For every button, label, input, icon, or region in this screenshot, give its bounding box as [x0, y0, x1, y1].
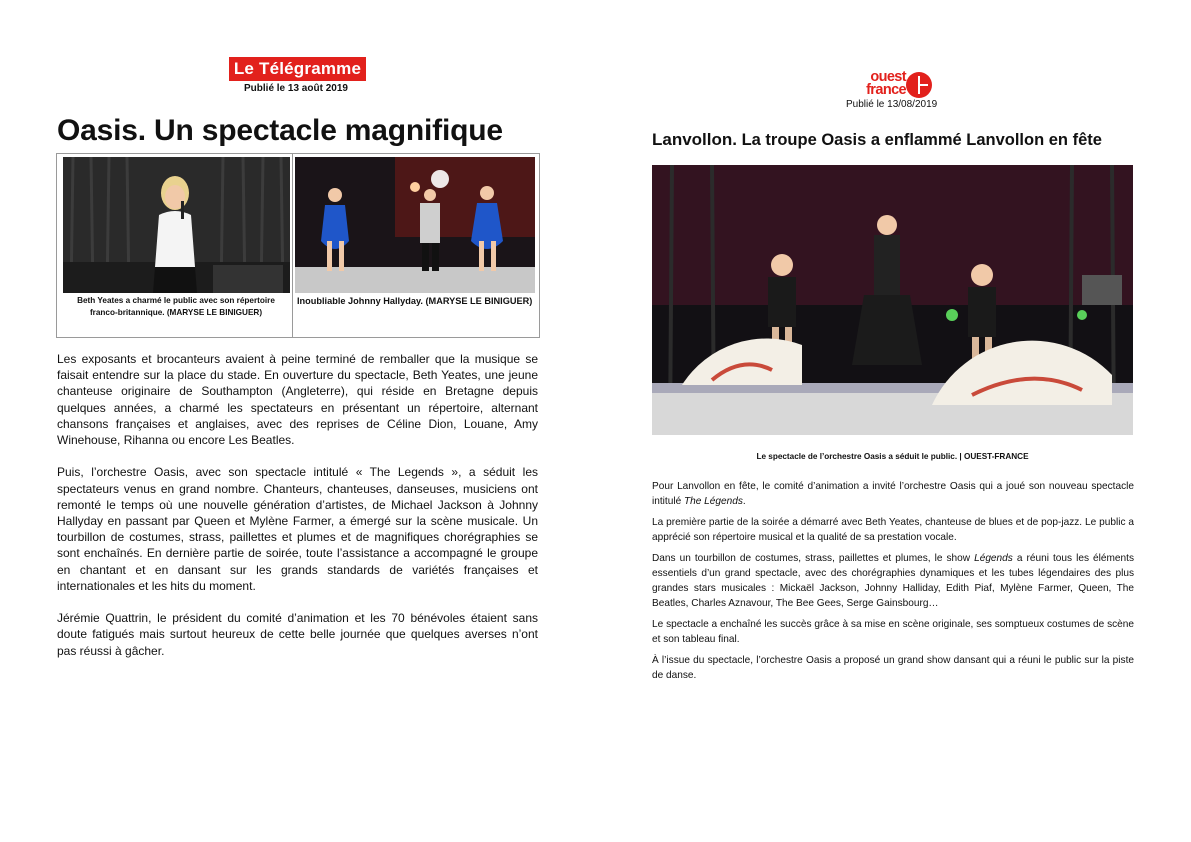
paragraph: Puis, l’orchestre Oasis, avec son spectacle intitulé « The Legends », a séduit les spectateurs venus en grand nombre. Chanteurs, chanteuses, danseuses, musiciens ont remonté le temps où une nouvelle génération d’artistes, de Michael Jackson à Johnny Hallyday en passant par Queen et Mylène Farmer, a émergé sur la scène musicale. Un tourbillon de costumes, strass, paillettes et plumes et de magnifiques chorégraphies se sont enchaînés. En dernière partie de soirée, toute l’assistance a accompagné le groupe en chantant et en dansant sur les grands standards de variétés françaises et internationales et les hits du moment.	[57, 465, 538, 593]
paragraph: Jérémie Quattrin, le président du comité d’animation et les 70 bénévoles étaient sans doute fatigués mais surtout heureux de cette belle journée que quelques averses n’ont pas réussi à gâcher.	[57, 611, 538, 658]
article-body	[652, 479, 1134, 689]
article-title	[652, 130, 1102, 150]
paragraph: Dans un tourbillon de costumes, strass, paillettes et plumes, le show Légends a réuni tous les éléments essentiels d’un grand spectacle, avec des chorégraphies dynamiques et les tubes légendaires des plus grandes stars musicales : Mickaël Jackson, Johnny Halliday, Edith Piaf, Mylène Farmer, Queen, The Beatles, Charles Aznavour, The Bee Gees, Serge Gainsbourg…	[652, 552, 1134, 610]
photo-divider	[292, 154, 293, 337]
paragraph: À l’issue du spectacle, l’orchestre Oasis a proposé un grand show dansant qui a réuni le public sur la piste de danse.	[652, 655, 1134, 682]
publication-date: Publié le 13 août 2019	[244, 83, 348, 94]
paragraph: Les exposants et brocanteurs avaient à peine terminé de remballer que la musique se faisait entendre sur la place du stade. En ouverture du spectacle, Beth Yeates, une jeune chanteuse originaire de Southampton (Angleterre), qui réside en Bretagne depuis quelques années, a charmé les spectateurs en présentant un répertoire, alternant chansons françaises et anglaises, avec des reprises de Céline Dion, Louane, Amy Winehouse, Rihanna ou encore Les Beatles.	[57, 352, 538, 448]
paragraph: La première partie de la soirée a démarré avec Beth Yeates, chanteuse de blues et de pop-jazz. Le public a apprécié son répertoire musical et la qualité de sa prestation vocale.	[652, 516, 1134, 544]
ouest-france-emblem-icon	[906, 72, 932, 98]
title-text: La troupe Oasis a enflammé Lanvollon en fête	[741, 131, 1102, 149]
paragraph: Pour Lanvollon en fête, le comité d’animation a invité l’orchestre Oasis qui a joué son nouveau spectacle intitulé The Légends.	[652, 481, 1134, 508]
photo-caption-2: Inoubliable Johnny Hallyday. (MARYSE LE BINIGUER)	[297, 296, 533, 306]
photo-caption-1: Beth Yeates a charmé le public avec son répertoire franco-britannique. (MARYSE LE BINIGUER)	[77, 296, 275, 317]
ouest-france-wordmark: ouest france	[866, 69, 906, 98]
photo-caption: Le spectacle de l’orchestre Oasis a séduit le public. | OUEST-FRANCE	[756, 452, 1029, 461]
singer-photo	[63, 157, 290, 293]
photo-table	[56, 153, 540, 338]
dancers-photo	[295, 157, 535, 293]
paragraph: Le spectacle a enchaîné les succès grâce à sa mise en scène originale, ses somptueux costumes de scène et son tableau final.	[652, 619, 1134, 646]
ouest-france-logo	[860, 69, 938, 102]
le-telegramme-logo: Le Télégramme	[229, 57, 366, 81]
title-location: Lanvollon.	[652, 130, 737, 149]
article-title: Oasis. Un spectacle magnifique	[57, 114, 503, 147]
show-photo	[652, 165, 1133, 435]
publication-date: Publié le 13/08/2019	[846, 99, 938, 110]
article-body	[57, 351, 538, 675]
